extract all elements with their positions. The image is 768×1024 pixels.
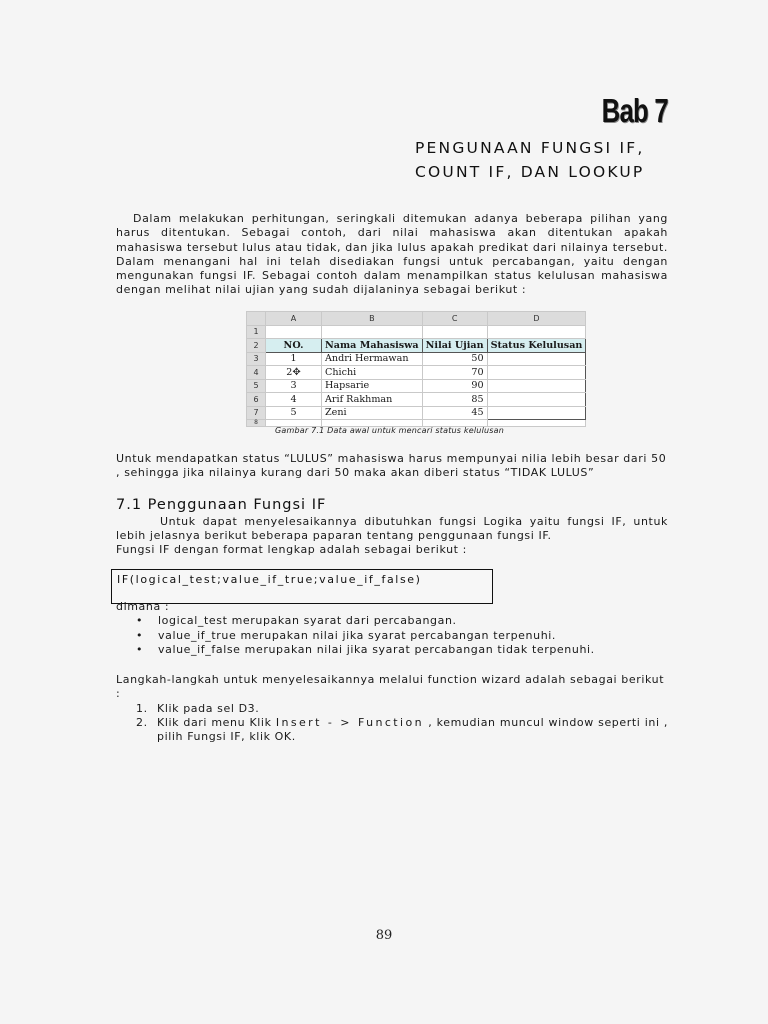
bullet-icon: • <box>136 628 144 642</box>
column-header-row <box>247 312 586 326</box>
table-row <box>247 393 586 407</box>
cell-nama: Zeni <box>322 406 423 420</box>
cell-nama: Arif Rakhman <box>322 393 423 407</box>
intro-paragraph: Dalam melakukan perhitungan, seringkali ditemukan adanya beberapa pilihan yang harus ditentukan. Sebagai contoh, dari nilai mahasiswa akan ditentukan apakah mahasiswa tersebut lulus atau tidak, dan jika lulus apakah predikat dari nilainya tersebut. Dalam menangani hal ini telah disediakan fungsi untuk percabangan, yaitu dengan mengunakan fungsi IF. Sebagai contoh dalam menampilkan status kelulusan mahasiswa dengan melihat nilai ujian yang sudah dijalaninya sebagai berikut : <box>116 212 668 297</box>
sheet-header-row <box>247 339 586 353</box>
chapter-label: Bab 7 <box>601 92 668 129</box>
syntax-box <box>111 569 493 604</box>
cell-nilai: 85 <box>422 393 487 407</box>
row-number: 6 <box>247 393 266 407</box>
argument-list <box>116 614 668 657</box>
row-number: 4 <box>247 366 266 380</box>
row-number: 7 <box>247 406 266 420</box>
cell-no-value: 2 <box>286 366 293 378</box>
menu-path: Insert - > Function <box>275 715 424 729</box>
cell-no: 4 <box>266 393 322 407</box>
chapter-title-line1: PENGUNAAN FUNGSI IF, <box>415 139 645 157</box>
steps-intro: Langkah-langkah untuk menyelesaikannya melalui function wizard adalah sebagai berikut : <box>116 673 665 701</box>
row-number: 5 <box>247 379 266 393</box>
cell-status <box>487 366 586 380</box>
list-item <box>116 716 668 745</box>
section-paragraph-1: Untuk dapat menyelesaikannya dibutuhkan fungsi Logika yaitu fungsi IF, untuk lebih jelasnya berikut beberapa paparan tentang penggunaan fungsi IF. <box>116 515 668 543</box>
row-number: 8 <box>247 420 266 427</box>
syntax-text: IF(logical_test;value_if_true;value_if_false) <box>117 573 422 586</box>
row-number: 1 <box>247 325 266 339</box>
cell-nama: Andri Hermawan <box>322 352 423 366</box>
steps-block <box>116 673 668 744</box>
dimana-label: dimana : <box>116 600 170 613</box>
cell-no: 5 <box>266 406 322 420</box>
column-header-a: A <box>266 312 322 326</box>
header-nilai: Nilai Ujian <box>422 339 487 353</box>
cell-status <box>487 352 586 366</box>
step-number: 2. <box>136 715 148 729</box>
cell-cross-cursor-icon: ✥ <box>292 366 301 378</box>
list-item-text: value_if_false merupakan nilai jika syarat percabangan tidak terpenuhi. <box>158 642 595 656</box>
step-number: 1. <box>136 701 148 715</box>
chapter-title-line2: COUNT IF, DAN LOOKUP <box>415 163 645 181</box>
lulus-paragraph: Untuk mendapatkan status “LULUS” mahasiswa harus mempunyai nilia lebih besar dari 50 , sehingga jika nilainya kurang dari 50 maka akan diberi status “TIDAK LULUS” <box>116 452 667 480</box>
empty-cell <box>266 325 322 339</box>
chapter-title <box>415 136 644 184</box>
list-item <box>116 702 668 716</box>
list-item <box>116 614 668 628</box>
dimana-block <box>116 600 668 657</box>
cell-nilai: 45 <box>422 406 487 420</box>
table-row <box>247 366 586 380</box>
list-item <box>116 629 668 643</box>
bullet-icon: • <box>136 642 144 656</box>
cell-nilai: 50 <box>422 352 487 366</box>
cell-nilai: 70 <box>422 366 487 380</box>
empty-cell <box>322 325 423 339</box>
cell-status <box>487 406 586 420</box>
cell-status <box>487 393 586 407</box>
sheet-row-1 <box>247 325 586 339</box>
header-no: NO. <box>266 339 322 353</box>
column-header-b: B <box>322 312 423 326</box>
row-number: 3 <box>247 352 266 366</box>
table-row <box>247 406 586 420</box>
page-number: 89 <box>375 928 393 943</box>
cell-no: 1 <box>266 352 322 366</box>
list-item-text: value_if_true merupakan nilai jika syarat percabangan terpenuhi. <box>158 628 557 642</box>
cell-status <box>487 379 586 393</box>
header-status: Status Kelulusan <box>487 339 586 353</box>
corner-cell <box>247 312 266 326</box>
spreadsheet-figure <box>246 311 586 427</box>
step-text: Klik pada sel D3. <box>157 701 260 715</box>
cell-no <box>266 366 322 380</box>
empty-cell <box>422 325 487 339</box>
figure-caption: Gambar 7.1 Data awal untuk mencari status kelulusan <box>275 426 505 435</box>
list-item-text: logical_test merupakan syarat dari percabangan. <box>158 614 457 628</box>
list-item <box>116 643 668 657</box>
header-nama: Nama Mahasiswa <box>322 339 423 353</box>
column-header-d: D <box>487 312 586 326</box>
step-text-b: , kemudian muncul window seperti ini , pilih Fungsi IF, klik OK. <box>157 715 668 744</box>
steps-list <box>116 702 668 745</box>
step-text-a: Klik dari menu Klik <box>157 715 276 729</box>
row-number: 2 <box>247 339 266 353</box>
cell-nama: Hapsarie <box>322 379 423 393</box>
empty-cell <box>487 325 586 339</box>
column-header-c: C <box>422 312 487 326</box>
table-row <box>247 379 586 393</box>
cell-nama: Chichi <box>322 366 423 380</box>
table-row <box>247 352 586 366</box>
cell-no: 3 <box>266 379 322 393</box>
section-paragraph-2: Fungsi IF dengan format lengkap adalah sebagai berikut : <box>116 543 467 556</box>
bullet-icon: • <box>136 614 144 628</box>
section-heading: 7.1 Penggunaan Fungsi IF <box>116 497 327 513</box>
cell-nilai: 90 <box>422 379 487 393</box>
